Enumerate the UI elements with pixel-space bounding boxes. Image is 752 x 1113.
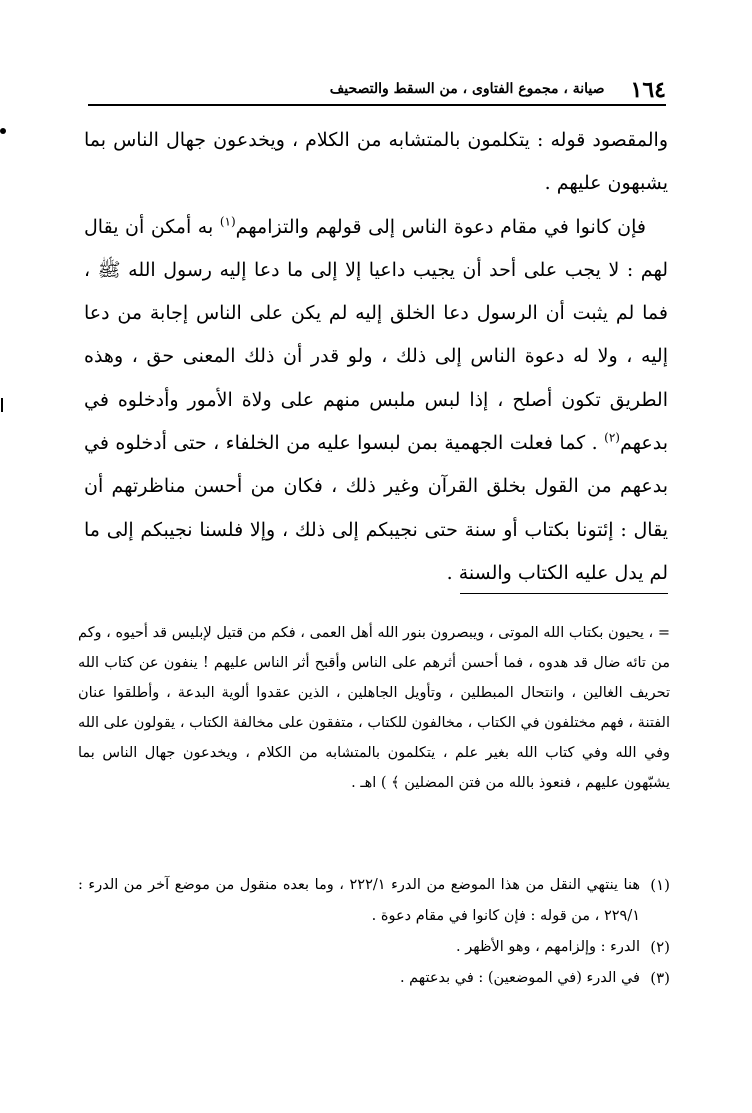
paragraph-2-part-a: فإن كانوا في مقام دعوة الناس إلى قولهم والتزامهم (235, 215, 646, 238)
footnote-continuation-text: = ، يحيون بكتاب الله الموتى ، ويبصرون بنور الله أهل العمى ، فكم من قتيل لإبليس قد أحيوه ، وكم من تائه ضال قد هدوه ، فما أحسن أثرهم على الناس وأقبح أثر الناس عليهم ! ينفون عن كتاب الله تحريف الغالين ، وانتحال المبطلين ، وتأويل الجاهلين ، الذين عقدوا ألوية البدعة ، وأطلقوا عنان الفتنة ، فهم مختلفون في الكتاب ، مخالفون للكتاب ، متفقون على مخالفة الكتاب ، يقولون على الله وفي الله وفي كتاب الله بغير علم ، يتكلمون بالمتشابه من الكلام ، ويخدعون جهال الناس بما يشبّهون عليهم ، فنعوذ بالله من فتن المضلين ﴾ ) اهـ . (78, 625, 670, 791)
footnote (78, 963, 670, 994)
footnote-number: (٢) (650, 938, 670, 956)
footnote-ref-2: (٢) (604, 430, 620, 445)
footnote-number: (١) (650, 876, 670, 894)
main-text (84, 119, 668, 595)
running-title: صيانة ، مجموع الفتاوى ، من السقط والتصحيف (329, 81, 605, 97)
paragraph-2-part-c: . كما فعلت الجهمية بمن لبسوا عليه من الخلفاء ، حتى أدخلوه في بدعهم من القول بخلق القرآن وغير ذلك ، فكان من أحسن مناظرتهم أن يقال : إئتونا بكتاب أو سنة حتى نجيبكم إلى ذلك ، وإلا فلسنا نجيبكم إلى ما لم يدل عليه الكتاب والسنة . (84, 432, 668, 584)
footnote-text: الدرء : وإلزامهم ، وهو الأظهر . (456, 939, 640, 955)
footnote-text: في الدرء (في الموضعين) : في بدعتهم . (399, 970, 640, 986)
footnote-ref-1: (١) (219, 214, 236, 229)
footnote-continuation (78, 618, 670, 798)
footnote-text: هنا ينتهي النقل من هذا الموضع من الدرء ٢٢٢/١ ، وما بعده منقول من موضع آخر من الدرء : ٢٢٩/١ ، من قوله : فإن كانوا في مقام دعوة . (78, 877, 640, 924)
paragraph-1: والمقصود قوله : يتكلمون بالمتشابه من الكلام ، ويخدعون جهال الناس بما يشبهون عليهم . (84, 129, 668, 195)
footnote (78, 870, 670, 932)
binding-mark (0, 128, 6, 134)
paragraph-2 (84, 206, 668, 596)
footnote-number: (٣) (650, 969, 670, 987)
page-number: ١٦٤ (630, 77, 666, 103)
footnote (78, 932, 670, 963)
footnote-separator (460, 593, 668, 594)
page-header (88, 70, 666, 106)
footnotes (78, 870, 670, 994)
binding-mark (1, 398, 3, 412)
paragraph-2-part-b: به أمكن أن يقال لهم : لا يجب على أحد أن يجيب داعيا إلا إلى ما دعا إليه رسول الله ﷺ ، فما لم يثبت أن الرسول دعا الخلق إليه لم يكن على الناس إجابة من دعا إليه ، ولا له دعوة الناس إلى ذلك ، ولو قدر أن ذلك المعنى حق ، وهذه الطريق تكون أصلح ، إذا لبس ملبس منهم على ولاة الأمور وأدخلوه في بدعهم (84, 215, 668, 455)
